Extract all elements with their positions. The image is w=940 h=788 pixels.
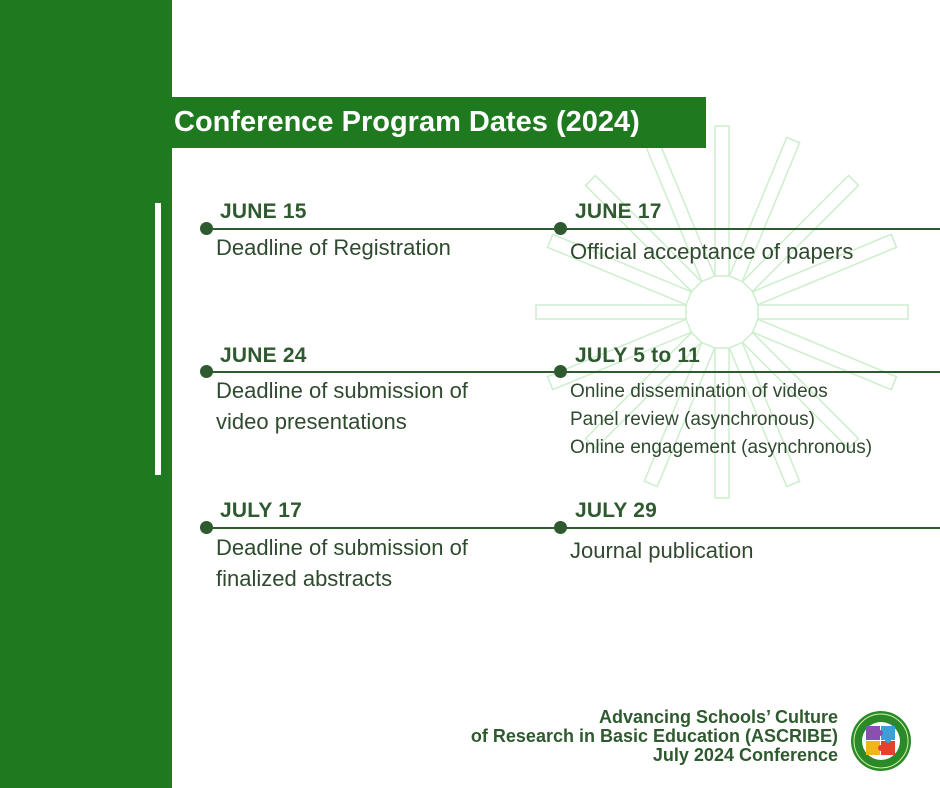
timeline-line [560, 371, 940, 373]
timeline-line [560, 228, 940, 230]
description-line: finalized abstracts [216, 566, 393, 591]
timeline-dot [554, 222, 567, 235]
event-description [216, 375, 468, 437]
sunburst-ray [758, 305, 908, 319]
footer-line: Advancing Schools’ Culture [598, 707, 838, 727]
sunburst-ray [586, 176, 702, 292]
timeline-dot [554, 521, 567, 534]
description-line: Deadline of submission of [216, 378, 468, 403]
footer-line: of Research in Basic Education (ASCRIBE) [470, 726, 838, 746]
event-date: JULY 17 [220, 499, 302, 522]
description-line: Online engagement (asynchronous) [570, 437, 873, 458]
description-line: Panel review (asynchronous) [570, 409, 816, 430]
event-date: JULY 29 [575, 499, 657, 522]
timeline-dot [554, 365, 567, 378]
timeline-dot [200, 521, 213, 534]
page-title: Conference Program Dates (2024) [172, 97, 706, 148]
description-line: Journal publication [570, 538, 754, 563]
description-line: video presentations [216, 409, 407, 434]
conference-logo-icon [850, 710, 912, 772]
event-description [570, 378, 872, 462]
timeline-line [560, 527, 940, 529]
event-date: JUNE 24 [220, 344, 307, 367]
timeline-dot [200, 365, 213, 378]
event-date: JUNE 17 [575, 200, 662, 223]
footer-line: July 2024 Conference [652, 745, 838, 765]
description-line: Online dissemination of videos [570, 381, 828, 402]
description-line: Official acceptance of papers [570, 239, 854, 264]
event-date: JUNE 15 [220, 200, 307, 223]
timeline-dot [200, 222, 213, 235]
event-date: JULY 5 to 11 [575, 344, 700, 367]
timeline-line [206, 228, 554, 230]
event-description [570, 236, 853, 267]
timeline-line [206, 527, 554, 529]
sunburst-ray [536, 305, 686, 319]
description-line: Deadline of Registration [216, 235, 451, 260]
timeline-line [206, 371, 554, 373]
event-description [570, 535, 753, 566]
event-description [216, 532, 468, 594]
event-description [216, 232, 451, 263]
description-line: Deadline of submission of [216, 535, 468, 560]
conference-footer [471, 708, 838, 765]
sunburst-ray [743, 176, 859, 292]
